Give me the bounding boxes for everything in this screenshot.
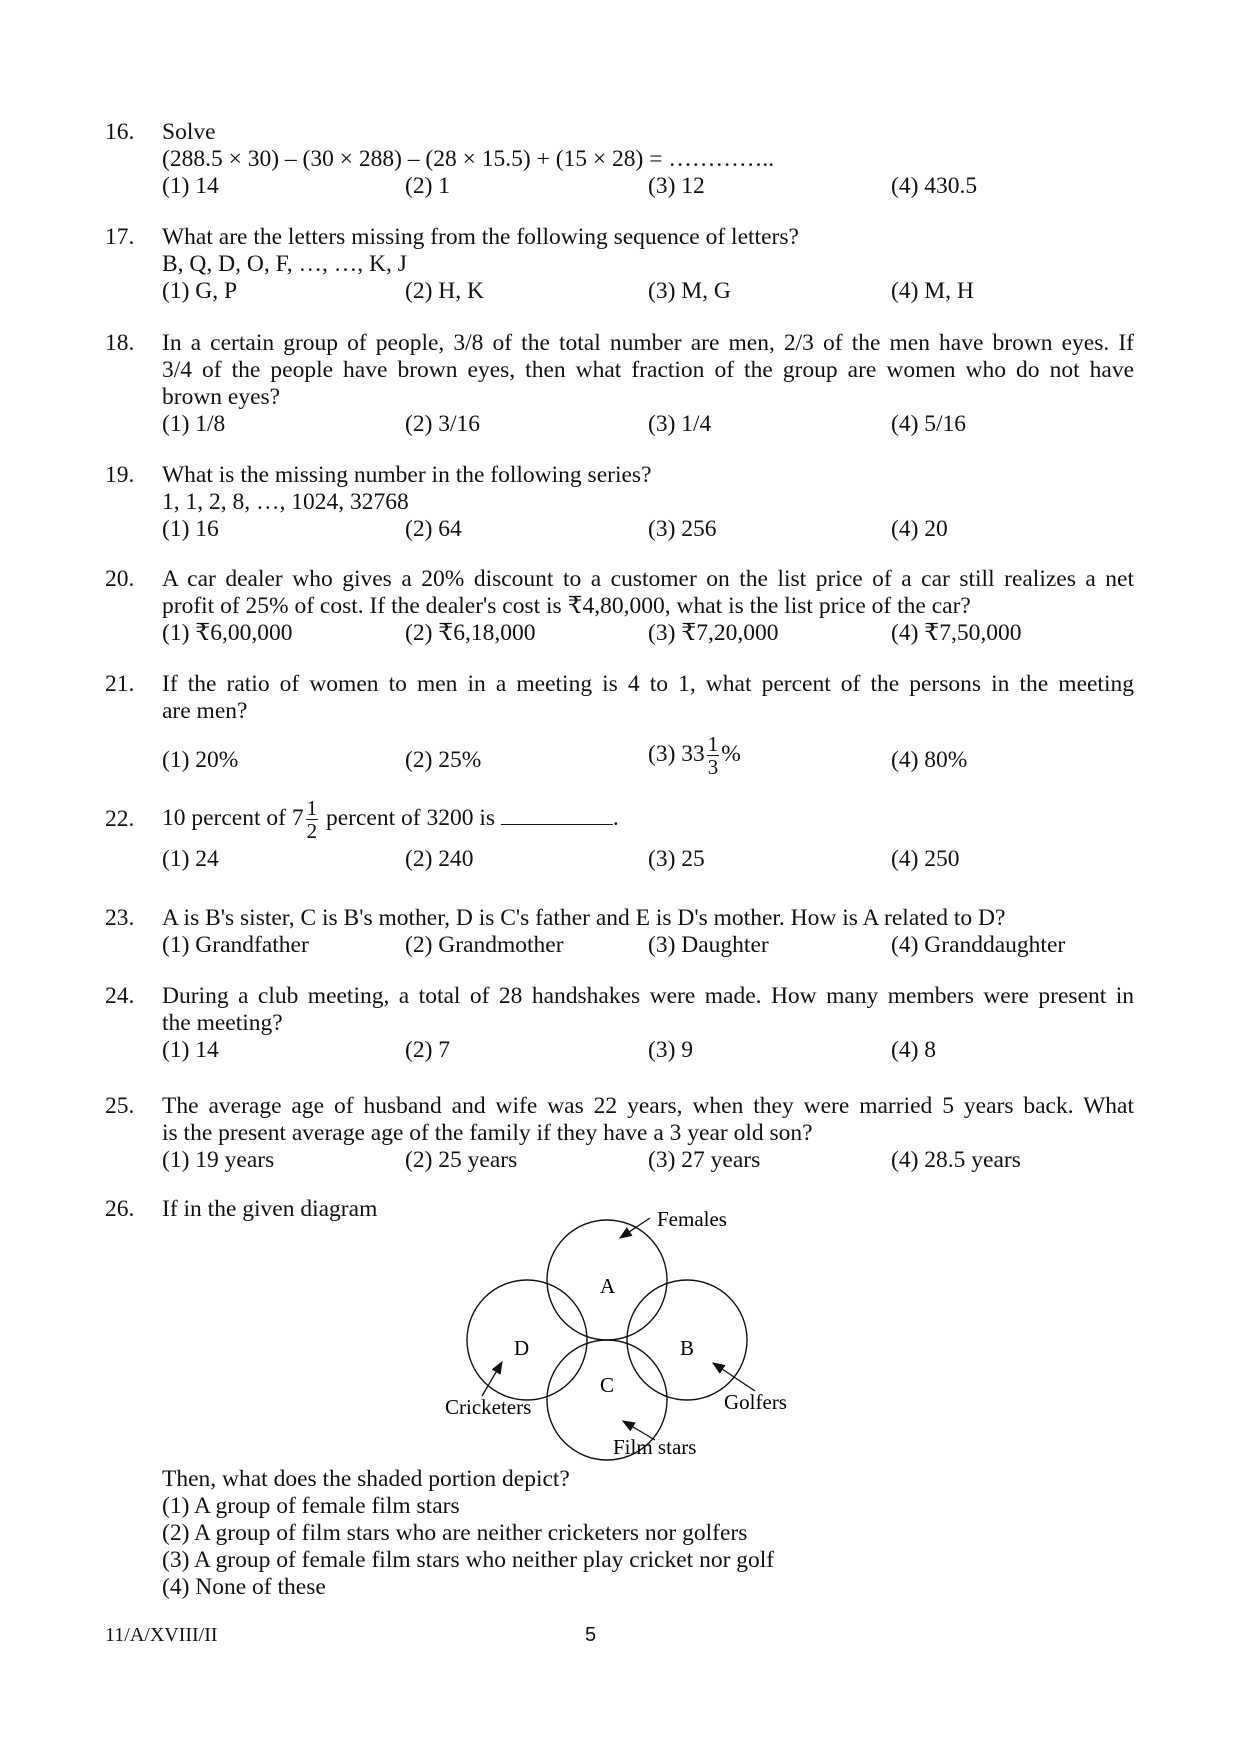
option-3 (648, 733, 741, 778)
question-suffix: percent of 3200 is (320, 805, 501, 831)
question-text: profit of 25% of cost. If the dealer's cost is ₹4,80,000, what is the list price of the car? (162, 593, 971, 619)
option-4: (4) Granddaughter (891, 932, 1066, 958)
option-4: (4) 80% (891, 747, 968, 773)
option-4: (4) 5/16 (891, 411, 967, 437)
fraction-numerator: 1 (306, 796, 318, 821)
question-text: (288.5 × 30) – (30 × 288) – (28 × 15.5) + (15 × 28) = ………….. (162, 146, 775, 172)
option-4: (4) 8 (891, 1037, 937, 1063)
option-1: (1) ₹6,00,000 (162, 620, 293, 646)
option-2: (2) 25 years (405, 1147, 518, 1173)
question-text: 1, 1, 2, 8, …, 1024, 32768 (162, 489, 409, 515)
circle-label-d: D (514, 1336, 530, 1360)
percent-sign: % (721, 740, 741, 767)
option-1: (1) Grandfather (162, 932, 309, 958)
circle-label-a: A (600, 1274, 616, 1298)
option-1: (1) A group of female film stars (162, 1493, 460, 1519)
options-row (162, 1037, 1134, 1064)
fraction (306, 797, 319, 842)
fraction-denominator: 2 (306, 819, 318, 844)
question-number: 26. (105, 1196, 135, 1222)
option-2: (2) ₹6,18,000 (405, 620, 536, 646)
question-text: is the present average age of the family if they have a 3 year old son? (162, 1120, 813, 1146)
arrow-golfers (713, 1363, 755, 1391)
option-3: (3) 256 (648, 516, 717, 542)
venn-diagram (440, 1208, 810, 1468)
question-prefix: 10 percent of 7 (162, 805, 304, 831)
question-text: A car dealer who gives a 20% discount to a customer on the list price of a car still realizes a net (162, 566, 1134, 592)
option-2: (2) 25% (405, 747, 482, 773)
option-2: (2) 64 (405, 516, 462, 542)
fraction-numerator: 1 (707, 732, 719, 756)
question-text: If the ratio of women to men in a meeting is 4 to 1, what percent of the persons in the meeting (162, 671, 1134, 697)
option-1: (1) 19 years (162, 1147, 275, 1173)
option-4: (4) ₹7,50,000 (891, 620, 1022, 646)
options-row (162, 516, 1142, 543)
option-2: (2) H, K (405, 278, 484, 304)
option-2: (2) 240 (405, 846, 474, 872)
set-label-cricketers: Cricketers (445, 1395, 532, 1419)
option-2: (2) 3/16 (405, 411, 481, 437)
circle-label-b: B (680, 1336, 695, 1360)
option-4: (4) 20 (891, 516, 948, 542)
question-text: If in the given diagram (162, 1196, 378, 1222)
option-3: (3) M, G (648, 278, 731, 304)
options-row (162, 1147, 1134, 1174)
question-text: A is B's sister, C is B's mother, D is C's father and E is D's mother. How is A related to D? (162, 905, 1006, 931)
set-label-golfers: Golfers (724, 1390, 787, 1414)
option-2: (2) 7 (405, 1037, 451, 1063)
option-3: (3) Daughter (648, 932, 769, 958)
question-number: 20. (105, 566, 135, 592)
question-text: the meeting? (162, 1010, 283, 1036)
question-number: 16. (105, 119, 135, 145)
question-number: 17. (105, 224, 135, 250)
option-4: (4) None of these (162, 1574, 326, 1600)
arrow-females (620, 1218, 650, 1238)
question-number: 24. (105, 983, 135, 1009)
shaded-region (440, 1208, 810, 1468)
question-text: During a club meeting, a total of 28 handshakes were made. How many members were present in (162, 983, 1134, 1009)
option-2: (2) 1 (405, 173, 451, 199)
option-4: (4) 250 (891, 846, 960, 872)
option-3: (3) 12 (648, 173, 705, 199)
options-row (162, 846, 1142, 873)
set-label-film-stars: Film stars (613, 1435, 697, 1459)
option-1: (1) 24 (162, 846, 219, 872)
question-text: 10 percent of 7 $\frac{1}{2}$ percent of 3200 is . (162, 796, 619, 844)
page-number: 5 (585, 1624, 597, 1646)
arrow-cricketers (482, 1362, 502, 1396)
question-text: B, Q, D, O, F, …, …, K, J (162, 251, 407, 277)
question-text: What is the missing number in the following series? (162, 462, 652, 488)
option-3: (3) 25 (648, 846, 705, 872)
question-text: What are the letters missing from the following sequence of letters? (162, 224, 799, 250)
question-number: 18. (105, 330, 135, 356)
question-number: 22. (105, 806, 135, 832)
option-4: (4) 28.5 years (891, 1147, 1021, 1173)
question-text: Then, what does the shaded portion depict? (162, 1466, 570, 1492)
option-4: (4) M, H (891, 278, 974, 304)
footer-code: 11/A/XVIII/II (105, 1624, 218, 1646)
question-text: The average age of husband and wife was 22 years, when they were married 5 years back. What (162, 1093, 1134, 1119)
option-3: (3) A group of female film stars who neither play cricket nor golf (162, 1547, 775, 1573)
options-row (162, 278, 1142, 305)
fraction-denominator: 3 (707, 755, 719, 779)
question-text: are men? (162, 698, 248, 724)
option-1: (1) G, P (162, 278, 238, 304)
option-3: (3) ₹7,20,000 (648, 620, 779, 646)
option-1: (1) 1/8 (162, 411, 226, 437)
set-label-females: Females (657, 1208, 727, 1231)
options-row (162, 620, 1134, 647)
question-text: Solve (162, 119, 216, 145)
question-text: brown eyes? (162, 384, 281, 410)
option-3-whole: (3) 33 (648, 740, 705, 767)
option-1: (1) 20% (162, 747, 239, 773)
question-number: 21. (105, 671, 135, 697)
options-row (162, 732, 1134, 779)
question-text: In a certain group of people, 3/8 of the total number are men, 2/3 of the men have brown eyes. If (162, 330, 1134, 356)
answer-blank (501, 804, 613, 825)
option-2: (2) A group of film stars who are neither cricketers nor golfers (162, 1520, 748, 1546)
option-1: (1) 14 (162, 173, 219, 199)
options-row (162, 173, 1142, 200)
question-text: 3/4 of the people have brown eyes, then what fraction of the group are women who do not have (162, 357, 1134, 383)
options-row (162, 932, 1142, 959)
circle-label-c: C (600, 1373, 615, 1397)
options-row (162, 411, 1134, 438)
option-3: (3) 27 years (648, 1147, 761, 1173)
question-number: 19. (105, 462, 135, 488)
option-1: (1) 16 (162, 516, 219, 542)
option-2: (2) Grandmother (405, 932, 564, 958)
fraction (707, 733, 720, 778)
option-3: (3) 1/4 (648, 411, 712, 437)
option-1: (1) 14 (162, 1037, 219, 1063)
option-4: (4) 430.5 (891, 173, 978, 199)
option-3: (3) 9 (648, 1037, 694, 1063)
question-number: 25. (105, 1093, 135, 1119)
question-number: 23. (105, 905, 135, 931)
